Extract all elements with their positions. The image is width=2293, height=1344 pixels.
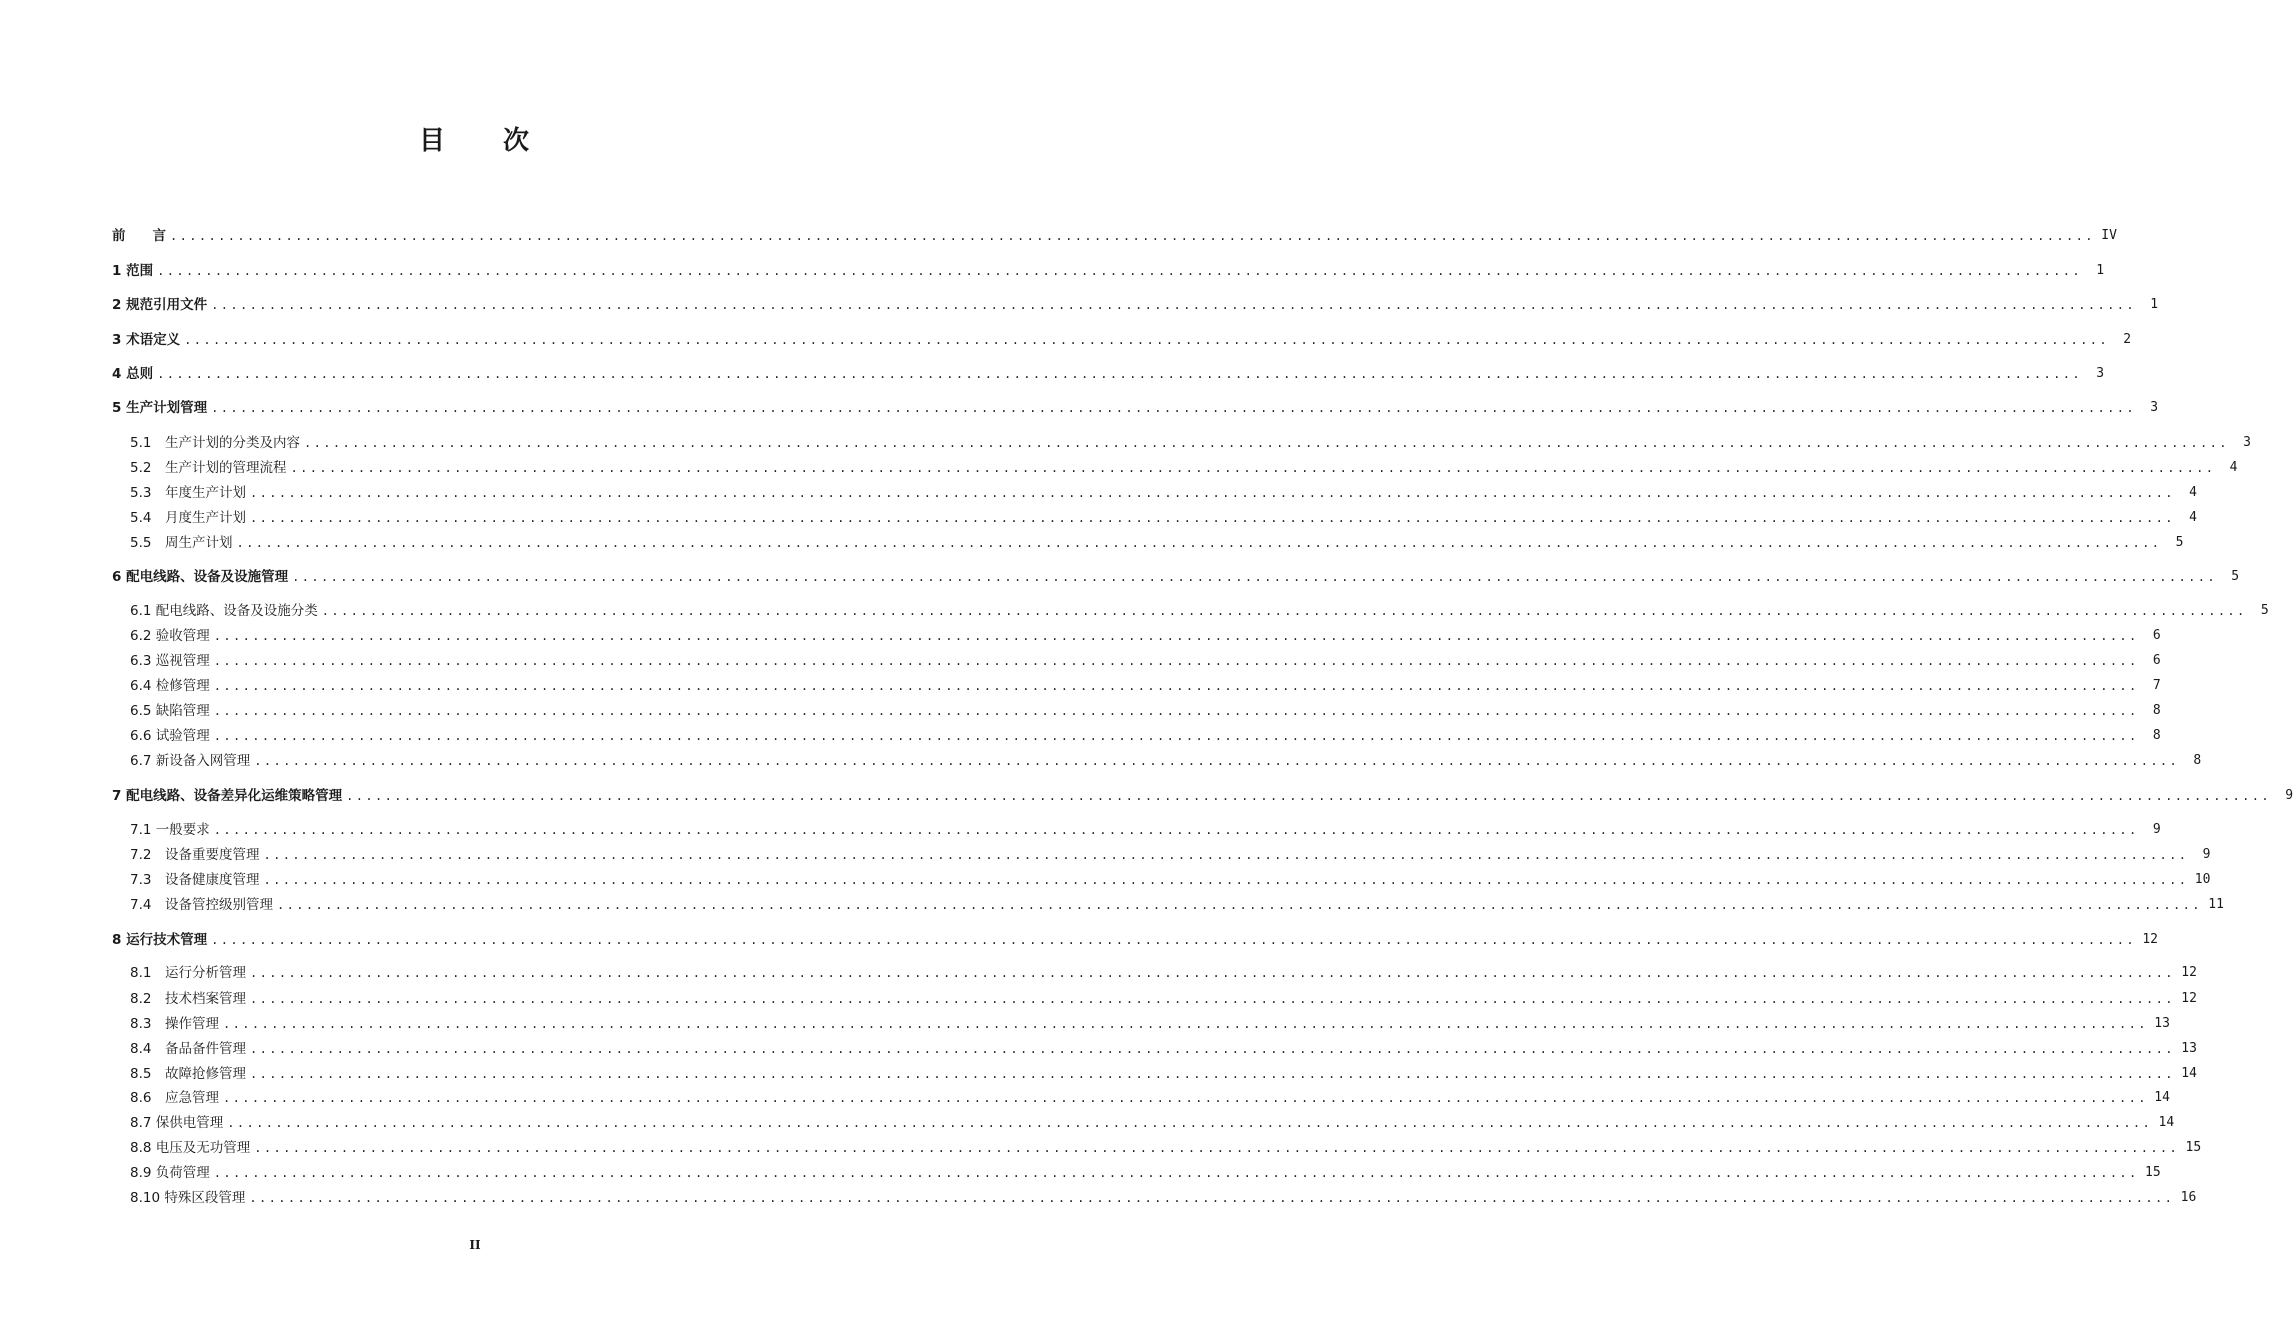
toc-leader-dots: ........................................................................................................................................................................................................	[213, 729, 2139, 743]
toc-entry[interactable]	[130, 726, 2161, 746]
toc-entry[interactable]	[130, 626, 2161, 646]
toc-entry-label: 2 规范引用文件	[112, 297, 208, 313]
toc-entry-page: 5	[2231, 569, 2240, 584]
toc-entry-page: 1	[2096, 263, 2105, 278]
toc-leader-dots: ........................................................................................................................................................................................................	[213, 1166, 2139, 1180]
toc-entry-label: 6 配电线路、设备及设施管理	[112, 569, 289, 585]
toc-entry-page: 5	[2175, 535, 2184, 550]
toc-entry-label: 7.4 设备管控级别管理	[130, 897, 273, 913]
toc-entry-label: 8.5 故障抢修管理	[130, 1066, 246, 1082]
toc-entry-page: 16	[2180, 1190, 2197, 1205]
toc-leader-dots: ........................................................................................................................................................................................................	[249, 992, 2175, 1006]
toc-entry[interactable]	[130, 1163, 2161, 1183]
toc-entry[interactable]	[130, 1064, 2197, 1084]
toc-entry-label: 6.1 配电线路、设备及设施分类	[130, 603, 318, 619]
toc-entry-label: 5 生产计划管理	[112, 400, 208, 416]
toc-leader-dots: ........................................................................................................................................................................................................	[213, 823, 2139, 837]
toc-entry-label: 8.4 备品备件管理	[130, 1041, 246, 1057]
toc-entry-label: 7 配电线路、设备差异化运维策略管理	[112, 788, 343, 804]
toc-entry[interactable]	[130, 1088, 2170, 1108]
toc-entry[interactable]	[130, 820, 2161, 840]
toc-entry[interactable]	[130, 508, 2197, 528]
toc-leader-dots: ........................................................................................................................................................................................................	[249, 1067, 2175, 1081]
toc-leader-dots: ........................................................................................................................................................................................................	[222, 1091, 2148, 1105]
toc-entry-label: 8.8 电压及无功管理	[130, 1140, 251, 1156]
toc-leader-dots: ........................................................................................................................................................................................................	[213, 654, 2139, 668]
toc-entry[interactable]	[112, 567, 2240, 587]
toc-entry[interactable]	[130, 895, 2224, 915]
toc-entry-label: 8 运行技术管理	[112, 932, 208, 948]
toc-leader-dots: ........................................................................................................................................................................................................	[213, 679, 2139, 693]
page-number: II	[469, 1238, 481, 1252]
toc-entry[interactable]	[130, 701, 2161, 721]
toc-entry-page: 9	[2152, 822, 2161, 837]
toc-entry-label: 8.7 保供电管理	[130, 1115, 224, 1131]
toc-entry-label: 6.4 检修管理	[130, 678, 210, 694]
toc-entry[interactable]	[130, 1113, 2175, 1133]
toc-leader-dots: ........................................................................................................................................................................................................	[321, 604, 2247, 618]
toc-entry-label: 8.10 特殊区段管理	[130, 1190, 246, 1206]
toc-leader-dots: ........................................................................................................................................................................................................	[211, 298, 2137, 312]
toc-entry-page: 11	[2208, 897, 2224, 912]
toc-entry[interactable]	[130, 676, 2161, 696]
toc-leader-dots: ........................................................................................................................................................................................................	[303, 436, 2229, 450]
toc-entry-page: 3	[2150, 400, 2159, 415]
toc-entry-label: 6.6 试验管理	[130, 728, 210, 744]
toc-entry-page: IV	[2101, 228, 2117, 243]
toc-entry[interactable]	[130, 1014, 2170, 1034]
toc-entry-label: 8.3 操作管理	[130, 1016, 219, 1032]
toc-leader-dots: ........................................................................................................................................................................................................	[254, 754, 2180, 768]
toc-entry-page: 9	[2285, 788, 2293, 803]
toc-entry[interactable]	[130, 1138, 2202, 1158]
toc-entry-page: 4	[2189, 510, 2197, 525]
toc-entry[interactable]	[130, 651, 2161, 671]
toc-entry[interactable]	[130, 963, 2197, 983]
toc-entry[interactable]	[112, 364, 2105, 384]
toc-entry-label: 3 术语定义	[112, 332, 181, 348]
toc-entry-page: 13	[2181, 1041, 2197, 1056]
toc-entry-page: 10	[2194, 872, 2211, 887]
toc-leader-dots: ........................................................................................................................................................................................................	[213, 629, 2139, 643]
toc-entry-label: 4 总则	[112, 366, 154, 382]
toc-entry-label: 6.5 缺陷管理	[130, 703, 210, 719]
toc-entry-label: 1 范围	[112, 263, 154, 279]
toc-entry[interactable]	[112, 226, 2117, 246]
toc-entry-label: 8.6 应急管理	[130, 1090, 219, 1106]
toc-entry-label: 7.3 设备健康度管理	[130, 872, 260, 888]
toc-entry-page: 9	[2202, 847, 2211, 862]
toc-entry-label: 5.4 月度生产计划	[130, 510, 246, 526]
toc-entry-page: 6	[2152, 653, 2161, 668]
toc-entry[interactable]	[112, 398, 2159, 418]
toc-entry-page: 14	[2154, 1090, 2170, 1105]
toc-leader-dots: ........................................................................................................................................................................................................	[254, 1141, 2180, 1155]
toc-entry-label: 5.5 周生产计划	[130, 535, 233, 551]
toc-entry-page: 15	[2145, 1165, 2161, 1180]
toc-entry-label: 6.2 验收管理	[130, 628, 210, 644]
toc-leader-dots: ........................................................................................................................................................................................................	[236, 536, 2162, 550]
toc-entry-label: 8.2 技术档案管理	[130, 991, 246, 1007]
toc-entry-label: 5.2 生产计划的管理流程	[130, 460, 287, 476]
toc-entry[interactable]	[130, 845, 2211, 865]
toc-entry-label: 5.1 生产计划的分类及内容	[130, 435, 300, 451]
toc-entry[interactable]	[130, 533, 2184, 553]
toc-entry-page: 2	[2123, 332, 2132, 347]
toc-leader-dots: ........................................................................................................................................................................................................	[249, 966, 2175, 980]
toc-entry[interactable]	[112, 295, 2159, 315]
toc-leader-dots: ........................................................................................................................................................................................................	[184, 333, 2110, 347]
toc-entry-page: 8	[2193, 753, 2202, 768]
toc-entry[interactable]	[130, 1188, 2197, 1208]
toc-leader-dots: ........................................................................................................................................................................................................	[249, 486, 2175, 500]
toc-leader-dots: ........................................................................................................................................................................................................	[249, 1042, 2175, 1056]
toc-entry-page: 6	[2152, 628, 2161, 643]
title-part2: 次	[503, 126, 532, 156]
toc-entry[interactable]	[112, 261, 2105, 281]
toc-entry-page: 8	[2152, 703, 2161, 718]
toc-entry-page: 12	[2181, 991, 2197, 1006]
toc-leader-dots: ........................................................................................................................................................................................................	[263, 848, 2189, 862]
toc-entry[interactable]	[112, 930, 2159, 950]
toc-entry-page: 12	[2142, 932, 2159, 947]
toc-leader-dots: ........................................................................................................................................................................................................	[292, 570, 2218, 584]
toc-entry[interactable]	[130, 433, 2251, 453]
toc-entry-page: 14	[2181, 1066, 2197, 1081]
toc-entry[interactable]	[130, 989, 2197, 1009]
toc-leader-dots: ........................................................................................................................................................................................................	[290, 461, 2216, 475]
toc-leader-dots: ........................................................................................................................................................................................................	[213, 704, 2139, 718]
toc-entry-label: 7.2 设备重要度管理	[130, 847, 260, 863]
toc-entry-page: 4	[2189, 485, 2197, 500]
toc-leader-dots: ........................................................................................................................................................................................................	[211, 401, 2137, 415]
toc-leader-dots: ........................................................................................................................................................................................................	[346, 789, 2272, 803]
toc-entry-label: 6.3 巡视管理	[130, 653, 210, 669]
toc-leader-dots: ........................................................................................................................................................................................................	[222, 1017, 2148, 1031]
toc-entry-label: 8.1 运行分析管理	[130, 965, 246, 981]
toc-leader-dots: ........................................................................................................................................................................................................	[249, 511, 2175, 525]
toc-entry-label: 前 言	[112, 228, 166, 244]
toc-entry-label: 8.9 负荷管理	[130, 1165, 210, 1181]
toc-entry-page: 4	[2229, 460, 2238, 475]
toc-leader-dots: ........................................................................................................................................................................................................	[211, 933, 2137, 947]
toc-entry-page: 14	[2158, 1115, 2175, 1130]
toc-entry-page: 3	[2096, 366, 2105, 381]
toc-entry-page: 3	[2243, 435, 2251, 450]
toc-leader-dots: ........................................................................................................................................................................................................	[170, 229, 2095, 243]
toc-leader-dots: ........................................................................................................................................................................................................	[227, 1116, 2153, 1130]
toc-entry-page: 1	[2150, 297, 2159, 312]
toc-entry[interactable]	[112, 330, 2132, 350]
toc-entry-page: 7	[2152, 678, 2161, 693]
toc-entry[interactable]	[130, 1039, 2197, 1059]
title-part1: 目	[418, 126, 447, 156]
toc-entry-page: 8	[2152, 728, 2161, 743]
toc-leader-dots: ........................................................................................................................................................................................................	[157, 367, 2083, 381]
toc-entry-label: 6.7 新设备入网管理	[130, 753, 251, 769]
toc-entry[interactable]	[130, 458, 2238, 478]
toc-entry[interactable]	[130, 601, 2269, 621]
page-title	[0, 120, 950, 157]
toc-entry[interactable]	[130, 751, 2202, 771]
toc-leader-dots: ........................................................................................................................................................................................................	[276, 898, 2202, 912]
toc-leader-dots: ........................................................................................................................................................................................................	[157, 264, 2083, 278]
toc-entry[interactable]	[130, 483, 2197, 503]
toc-entry-page: 12	[2181, 965, 2197, 980]
toc-entry[interactable]	[130, 870, 2211, 890]
toc-entry[interactable]	[112, 786, 2293, 806]
toc-entry-page: 13	[2154, 1016, 2170, 1031]
toc-entry-label: 7.1 一般要求	[130, 822, 210, 838]
toc-leader-dots: ........................................................................................................................................................................................................	[249, 1191, 2175, 1205]
toc-leader-dots: ........................................................................................................................................................................................................	[263, 873, 2189, 887]
toc-entry-page: 15	[2185, 1140, 2202, 1155]
toc-entry-label: 5.3 年度生产计划	[130, 485, 246, 501]
toc-entry-page: 5	[2260, 603, 2269, 618]
